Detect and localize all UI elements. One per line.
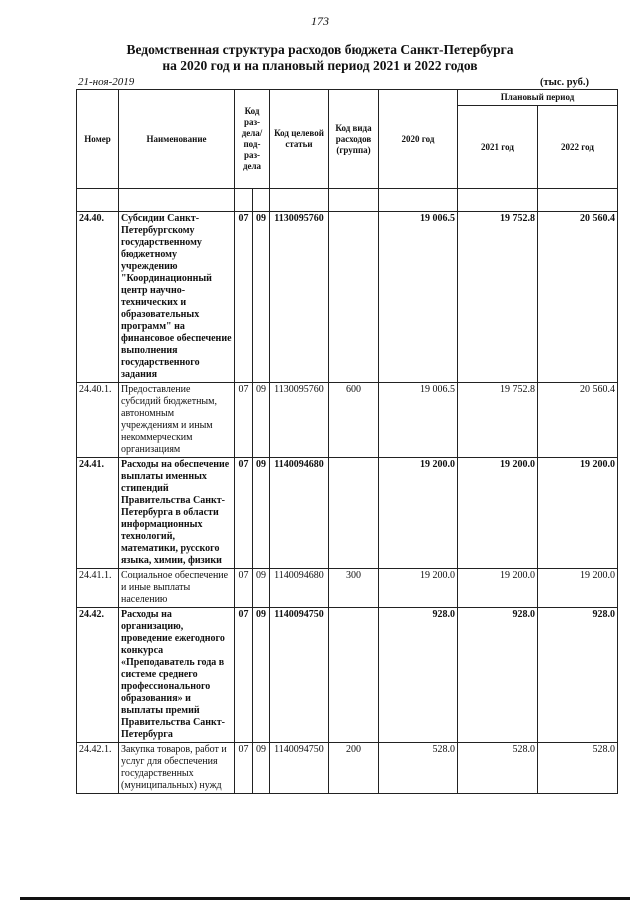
row-name: Расходы на организацию, проведение ежегодного конкурса «Преподаватель года в системе среднего профессионального образования» и выплаты премий Правительства Санкт-Петербурга xyxy=(119,608,235,743)
table-row xyxy=(77,569,618,608)
row-subsection: 09 xyxy=(253,458,270,569)
table-row xyxy=(77,743,618,794)
table-row xyxy=(77,212,618,383)
row-type: 600 xyxy=(329,383,379,458)
title-line-1: Ведомственная структура расходов бюджета Санкт-Петербурга xyxy=(126,42,514,57)
row-target: 1140094680 xyxy=(270,458,329,569)
row-name: Предоставление субсидий бюджетным, автономным учреждениям и иным некоммерческим организациям xyxy=(119,383,235,458)
header-target-code: Код целевой статьи xyxy=(270,90,329,189)
row-target: 1130095760 xyxy=(270,383,329,458)
row-2020: 528.0 xyxy=(379,743,458,794)
row-type xyxy=(329,212,379,383)
row-2022: 928.0 xyxy=(538,608,618,743)
title-line-2: на 2020 год и на плановый период 2021 и 2022 годов xyxy=(162,58,478,73)
row-section: 07 xyxy=(235,608,253,743)
header-2020: 2020 год xyxy=(379,90,458,189)
row-section: 07 xyxy=(235,743,253,794)
row-2022: 19 200.0 xyxy=(538,569,618,608)
bottom-rule xyxy=(20,897,630,900)
row-2020: 19 200.0 xyxy=(379,569,458,608)
header-number: Номер xyxy=(77,90,119,189)
header-name: Наименование xyxy=(119,90,235,189)
header-section-code: Код раз-дела/ под-раз-дела xyxy=(235,90,270,189)
row-2022: 19 200.0 xyxy=(538,458,618,569)
row-subsection: 09 xyxy=(253,569,270,608)
row-subsection: 09 xyxy=(253,743,270,794)
row-subsection: 09 xyxy=(253,608,270,743)
row-number: 24.40.1. xyxy=(77,383,119,458)
row-number: 24.41. xyxy=(77,458,119,569)
row-2021: 19 752.8 xyxy=(458,212,538,383)
row-name: Расходы на обеспечение выплаты именных стипендий Правительства Санкт-Петербурга в области информационных технологий, математики, русского языка, химии, физики xyxy=(119,458,235,569)
row-subsection: 09 xyxy=(253,383,270,458)
row-target: 1140094750 xyxy=(270,608,329,743)
table-row xyxy=(77,608,618,743)
row-type xyxy=(329,458,379,569)
budget-table xyxy=(76,89,618,794)
table-spacer-row xyxy=(77,189,618,212)
row-2022: 20 560.4 xyxy=(538,383,618,458)
row-section: 07 xyxy=(235,458,253,569)
row-2021: 528.0 xyxy=(458,743,538,794)
row-2020: 19 006.5 xyxy=(379,212,458,383)
row-target: 1140094750 xyxy=(270,743,329,794)
row-number: 24.42.1. xyxy=(77,743,119,794)
row-type: 300 xyxy=(329,569,379,608)
row-number: 24.41.1. xyxy=(77,569,119,608)
row-name: Социальное обеспечение и иные выплаты населению xyxy=(119,569,235,608)
row-section: 07 xyxy=(235,212,253,383)
page-number: 173 xyxy=(311,14,329,28)
row-2020: 19 006.5 xyxy=(379,383,458,458)
row-2021: 19 200.0 xyxy=(458,458,538,569)
row-2021: 928.0 xyxy=(458,608,538,743)
table-row xyxy=(77,458,618,569)
row-section: 07 xyxy=(235,569,253,608)
row-2022: 20 560.4 xyxy=(538,212,618,383)
row-2021: 19 200.0 xyxy=(458,569,538,608)
row-type xyxy=(329,608,379,743)
row-number: 24.40. xyxy=(77,212,119,383)
header-2022: 2022 год xyxy=(538,106,618,189)
row-2021: 19 752.8 xyxy=(458,383,538,458)
row-2022: 528.0 xyxy=(538,743,618,794)
row-target: 1130095760 xyxy=(270,212,329,383)
row-type: 200 xyxy=(329,743,379,794)
row-name: Субсидии Санкт-Петербургскому государственному бюджетному учреждению "Координационный центр научно-технических и образовательных программ" на финансовое обеспечение выполнения государственного задания xyxy=(119,212,235,383)
row-target: 1140094680 xyxy=(270,569,329,608)
units-label: (тыс. руб.) xyxy=(540,77,589,88)
row-2020: 928.0 xyxy=(379,608,458,743)
document-date: 21-ноя-2019 xyxy=(78,76,135,88)
header-plan-period: Плановый период xyxy=(458,90,618,106)
document-title xyxy=(40,42,600,74)
row-number: 24.42. xyxy=(77,608,119,743)
row-subsection: 09 xyxy=(253,212,270,383)
table-row xyxy=(77,383,618,458)
row-name: Закупка товаров, работ и услуг для обеспечения государственных (муниципальных) нужд xyxy=(119,743,235,794)
row-2020: 19 200.0 xyxy=(379,458,458,569)
row-section: 07 xyxy=(235,383,253,458)
header-expense-type: Код вида расходов (группа) xyxy=(329,90,379,189)
header-2021: 2021 год xyxy=(458,106,538,189)
